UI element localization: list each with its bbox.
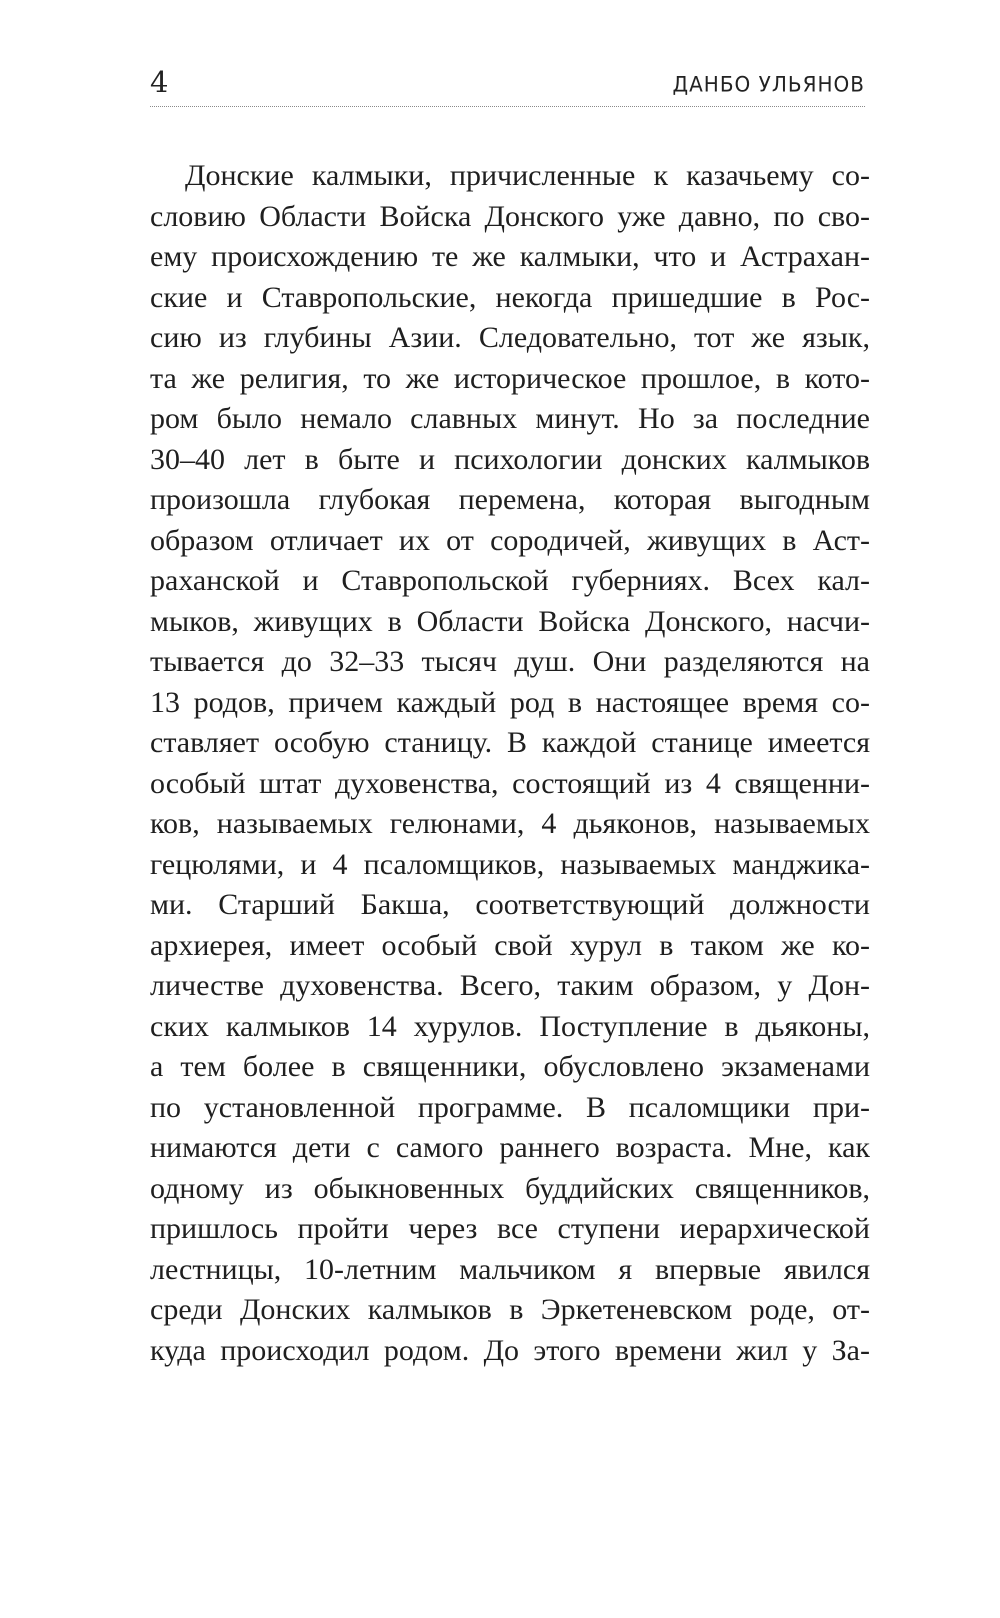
text-line: куда происходил родом. До этого времени жил у За- xyxy=(150,1333,870,1367)
text-line: словию Области Войска Донского уже давно, по сво- xyxy=(150,199,870,233)
text-line: сию из глубины Азии. Следовательно, тот же язык, xyxy=(150,321,870,354)
text-line: Донские калмыки, причисленные к казачьему со- xyxy=(185,159,870,192)
body-paragraph xyxy=(150,156,870,1371)
text-line: среди Донских калмыков в Эркетеневском роде, от- xyxy=(150,1293,870,1326)
text-line: одному из обыкновенных буддийских священников, xyxy=(150,1171,870,1205)
header-divider xyxy=(150,106,865,107)
text-line: та же религия, то же историческое прошлое, в кото- xyxy=(150,361,870,395)
text-line: ми. Старший Бакша, соответствующий должности xyxy=(150,888,870,921)
text-line: ков, называемых гелюнами, 4 дьяконов, называемых xyxy=(150,807,870,840)
text-line: гецюлями, и 4 псаломщиков, называемых манджика- xyxy=(150,847,870,881)
text-line: тывается до 32–33 тысяч душ. Они разделяются на xyxy=(150,645,870,678)
text-line: 30–40 лет в быте и психологии донских калмыков xyxy=(150,442,870,476)
text-line: 13 родов, причем каждый род в настоящее время со- xyxy=(150,685,870,719)
text-line: ром было немало славных минут. Но за последние xyxy=(150,402,870,435)
text-line: пришлось пройти через все ступени иерархической xyxy=(150,1212,870,1245)
text-line: образом отличает их от сородичей, живущих в Аст- xyxy=(150,523,870,557)
text-line: архиерея, имеет особый свой хурул в таком же ко- xyxy=(150,928,870,962)
text-line: произошла глубокая перемена, которая выгодным xyxy=(150,483,870,516)
text-line: ему происхождению те же калмыки, что и Астрахан- xyxy=(150,240,870,273)
running-head-author: ДАНБО УЛЬЯНОВ xyxy=(672,71,865,97)
text-line: особый штат духовенства, состоящий из 4 священни- xyxy=(150,766,870,800)
text-line: лестницы, 10-летним мальчиком я впервые явился xyxy=(150,1252,870,1286)
text-line: нимаются дети с самого раннего возраста. Мне, как xyxy=(150,1131,870,1164)
text-line: мыков, живущих в Области Войска Донского, насчи- xyxy=(150,604,870,638)
text-line: ставляет особую станицу. В каждой станице имеется xyxy=(150,726,870,759)
page-header xyxy=(150,66,865,110)
text-line: по установленной программе. В псаломщики при- xyxy=(150,1090,870,1124)
text-line: раханской и Ставропольской губерниях. Всех кал- xyxy=(150,564,870,597)
text-line: а тем более в священники, обусловлено экзаменами xyxy=(150,1050,870,1083)
text-line: личестве духовенства. Всего, таким образом, у Дон- xyxy=(150,969,870,1002)
text-line: ские и Ставропольские, некогда пришедшие в Рос- xyxy=(150,280,870,314)
page-number: 4 xyxy=(150,65,169,99)
text-line: ских калмыков 14 хурулов. Поступление в дьяконы, xyxy=(150,1009,870,1043)
